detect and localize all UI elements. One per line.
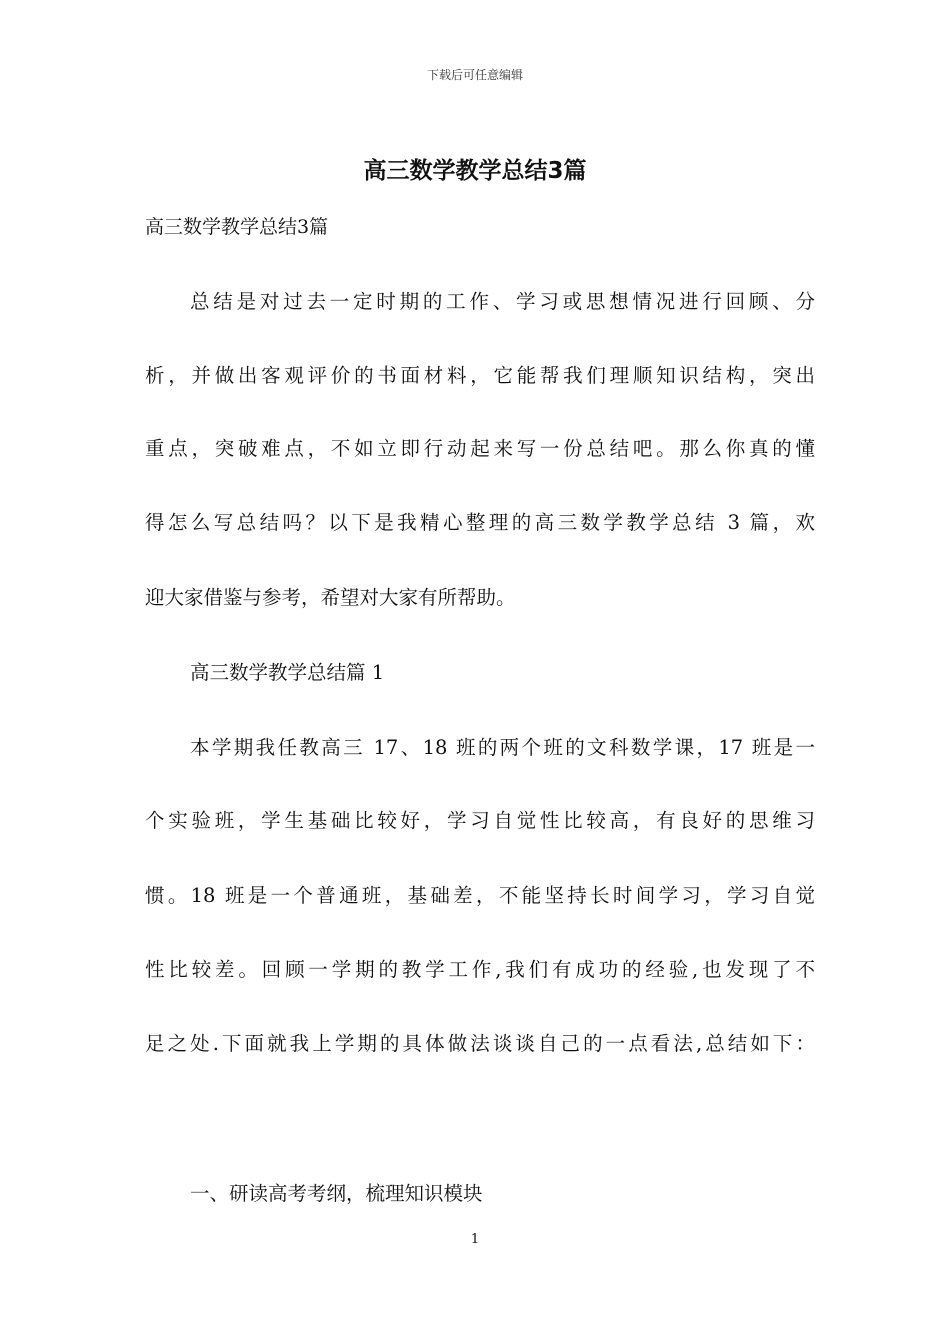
section-heading: 高三数学教学总结篇 1 xyxy=(190,661,385,684)
body-line-2: 个实验班，学生基础比较好，学习自觉性比较高，有良好的思维习 xyxy=(145,809,815,832)
body-line-1: 本学期我任教高三 17、18 班的两个班的文科数学课，17 班是一 xyxy=(190,736,815,759)
page-number: 1 xyxy=(470,1232,480,1247)
intro-line-1: 总结是对过去一定时期的工作、学习或思想情况进行回顾、分 xyxy=(190,290,815,313)
document-title: 高三数学教学总结3篇 xyxy=(363,158,587,184)
document-subtitle: 高三数学教学总结3篇 xyxy=(145,216,329,238)
point-heading: 一、研读高考考纲，梳理知识模块 xyxy=(190,1182,483,1205)
body-line-3: 惯。18 班是一个普通班，基础差，不能坚持长时间学习，学习自觉 xyxy=(145,884,815,907)
header-note: 下载后可任意编辑 xyxy=(426,68,523,82)
intro-line-4: 得怎么写总结吗？以下是我精心整理的高三数学教学总结 3 篇，欢 xyxy=(145,511,815,534)
intro-line-5: 迎大家借鉴与参考，希望对大家有所帮助。 xyxy=(145,586,516,609)
body-line-5: 足之处.下面就我上学期的具体做法谈谈自己的一点看法,总结如下： xyxy=(145,1032,815,1055)
intro-line-2: 析，并做出客观评价的书面材料，它能帮我们理顺知识结构，突出 xyxy=(145,364,815,387)
intro-line-3: 重点，突破难点，不如立即行动起来写一份总结吧。那么你真的懂 xyxy=(145,437,815,460)
body-line-4: 性比较差。回顾一学期的教学工作,我们有成功的经验,也发现了不 xyxy=(145,958,815,981)
